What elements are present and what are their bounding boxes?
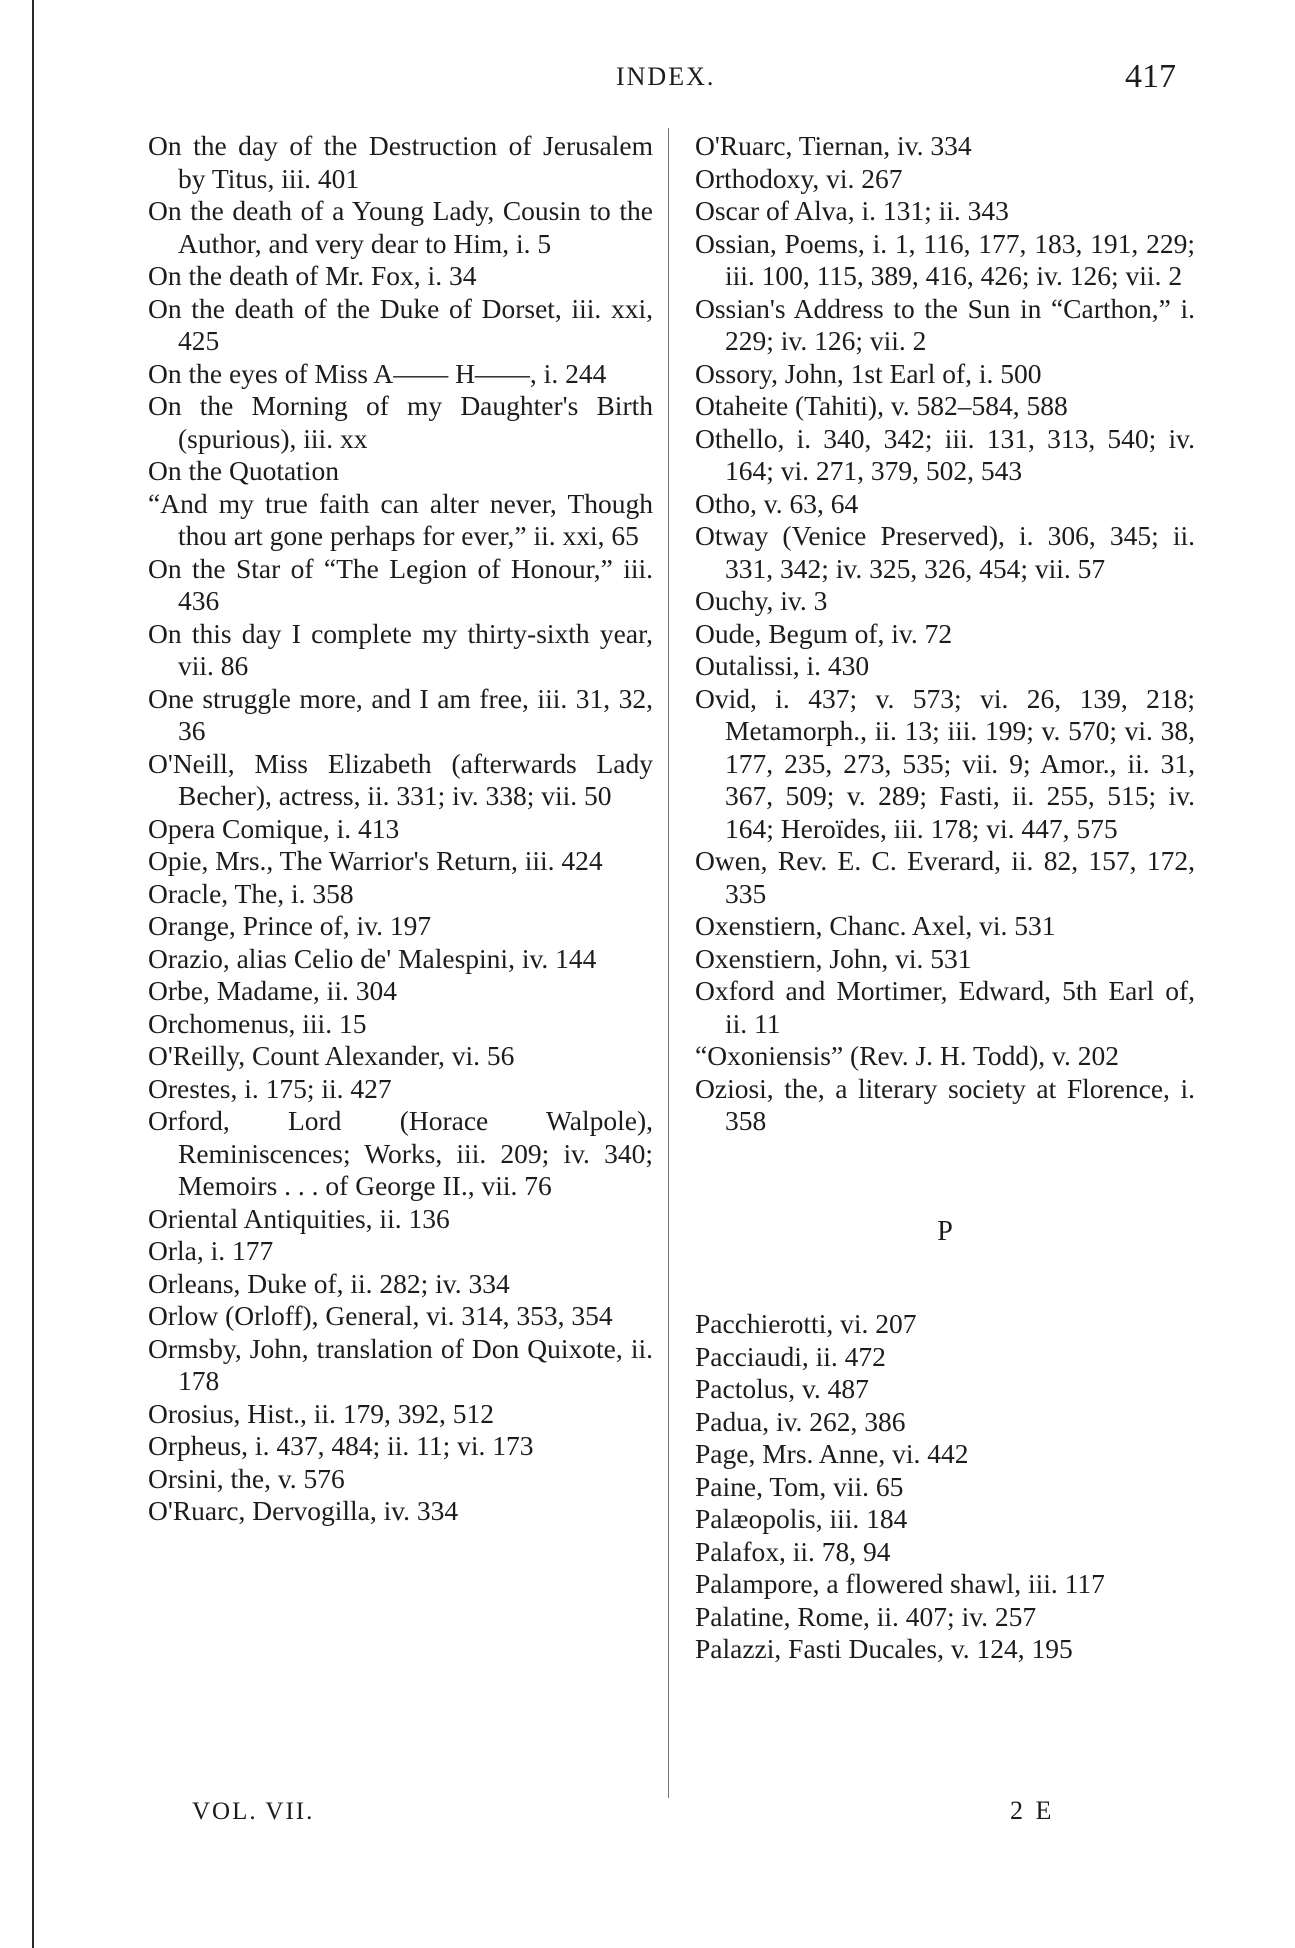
index-entry: Orleans, Duke of, ii. 282; iv. 334 <box>148 1267 510 1299</box>
index-entry: Outalissi, i. 430 <box>695 650 870 681</box>
index-entry: Page, Mrs. Anne, vi. 442 <box>695 1438 969 1469</box>
index-entry: Palazzi, Fasti Ducales, v. 124, 195 <box>695 1633 1073 1664</box>
index-entry: Palæopolis, iii. 184 <box>695 1503 908 1534</box>
index-entry: O'Neill, Miss Elizabeth (afterwards Lady Becher), actress, ii. 331; iv. 338; vii. 50 <box>148 747 653 811</box>
section-letter-heading: P <box>937 1215 953 1247</box>
index-entry: Oxenstiern, John, vi. 531 <box>695 942 972 974</box>
index-column-left <box>148 130 653 1528</box>
page-edge-line <box>32 0 34 1948</box>
index-entry: “And my true faith can alter never, Though thou art gone perhaps for ever,” ii. xxi, 65 <box>148 487 653 551</box>
page-title: INDEX. <box>616 62 716 91</box>
index-entry: On the death of the Duke of Dorset, iii. xxi, 425 <box>148 292 653 356</box>
index-entry: O'Ruarc, Dervogilla, iv. 334 <box>148 1495 459 1526</box>
index-entry: Oracle, The, i. 358 <box>148 877 354 909</box>
index-entry: Padua, iv. 262, 386 <box>695 1405 906 1437</box>
index-entry: On the Quotation <box>148 455 339 486</box>
index-entry: On the eyes of Miss A—— H——, i. 244 <box>148 357 607 389</box>
index-entry: Ormsby, John, translation of Don Quixote, ii. 178 <box>148 1332 653 1396</box>
index-entry: On the day of the Destruction of Jerusalem by Titus, iii. 401 <box>148 130 653 194</box>
index-entry: Palatine, Rome, ii. 407; iv. 257 <box>695 1600 1037 1632</box>
index-entry: Palafox, ii. 78, 94 <box>695 1535 891 1567</box>
index-entry: Ossian's Address to the Sun in “Carthon,” i. 229; iv. 126; vii. 2 <box>695 292 1195 356</box>
index-column-right <box>695 130 1195 1666</box>
index-entry: Opera Comique, i. 413 <box>148 812 400 844</box>
index-entry: Oziosi, the, a literary society at Florence, i. 358 <box>695 1072 1195 1136</box>
index-entry: Palampore, a flowered shawl, iii. 117 <box>695 1568 1105 1599</box>
index-entry: Ouchy, iv. 3 <box>695 585 828 616</box>
index-entry: Otway (Venice Preserved), i. 306, 345; ii. 331, 342; iv. 325, 326, 454; vii. 57 <box>695 520 1195 584</box>
index-entry: Ossian, Poems, i. 1, 116, 177, 183, 191, 229; iii. 100, 115, 389, 416, 426; iv. 126; vii. 2 <box>695 227 1195 291</box>
index-entry: Oriental Antiquities, ii. 136 <box>148 1202 450 1234</box>
index-entry: Orpheus, i. 437, 484; ii. 11; vi. 173 <box>148 1430 534 1461</box>
index-entry: Othello, i. 340, 342; iii. 131, 313, 540; iv. 164; vi. 271, 379, 502, 543 <box>695 422 1195 486</box>
index-entry: Orange, Prince of, iv. 197 <box>148 910 432 941</box>
index-entry: Orford, Lord (Horace Walpole), Reminiscences; Works, iii. 209; iv. 340; Memoirs . . . of George II., vii. 76 <box>148 1105 653 1201</box>
index-entry: Orthodoxy, vi. 267 <box>695 162 903 194</box>
index-entry: Opie, Mrs., The Warrior's Return, iii. 424 <box>148 845 603 876</box>
index-entry: Otaheite (Tahiti), v. 582–584, 588 <box>695 390 1068 421</box>
index-entry: On the Star of “The Legion of Honour,” iii. 436 <box>148 552 653 616</box>
index-entry: Ovid, i. 437; v. 573; vi. 26, 139, 218; Metamorph., ii. 13; iii. 199; v. 570; vi. 38, 177, 235, 273, 535; vii. 9; Amor., ii. 31, 367, 509; v. 289; Fasti, ii. 255, 515; iv. 164; Heroïdes, iii. 178; vi. 447, 575 <box>695 682 1195 844</box>
index-entry: On the death of Mr. Fox, i. 34 <box>148 260 477 291</box>
index-entry: Oxford and Mortimer, Edward, 5th Earl of, ii. 11 <box>695 975 1195 1039</box>
index-entry: Paine, Tom, vii. 65 <box>695 1470 904 1502</box>
index-entry: Oxenstiern, Chanc. Axel, vi. 531 <box>695 910 1056 941</box>
page-number: 417 <box>1125 58 1176 95</box>
running-head <box>0 58 1295 102</box>
index-entry: Orla, i. 177 <box>148 1235 274 1266</box>
index-entry: “Oxoniensis” (Rev. J. H. Todd), v. 202 <box>695 1040 1120 1071</box>
index-entry: On the Morning of my Daughter's Birth (spurious), iii. xx <box>148 390 653 454</box>
index-entry: One struggle more, and I am free, iii. 31, 32, 36 <box>148 682 653 746</box>
index-entry: On the death of a Young Lady, Cousin to the Author, and very dear to Him, i. 5 <box>148 195 653 259</box>
index-entry: Oscar of Alva, i. 131; ii. 343 <box>695 195 1009 226</box>
index-entry: Orlow (Orloff), General, vi. 314, 353, 354 <box>148 1300 613 1331</box>
index-entry: Pactolus, v. 487 <box>695 1373 869 1404</box>
index-entry: Oude, Begum of, iv. 72 <box>695 617 953 649</box>
index-entry: Orchomenus, iii. 15 <box>148 1007 367 1039</box>
index-entry: Pacciaudi, ii. 472 <box>695 1340 886 1372</box>
index-entry: Owen, Rev. E. C. Everard, ii. 82, 157, 172, 335 <box>695 845 1195 909</box>
index-entry: O'Reilly, Count Alexander, vi. 56 <box>148 1040 515 1071</box>
index-entry: Orosius, Hist., ii. 179, 392, 512 <box>148 1397 495 1429</box>
index-entry: On this day I complete my thirty-sixth year, vii. 86 <box>148 617 653 681</box>
signature-mark: 2 E <box>1010 1796 1055 1825</box>
index-entry: Pacchierotti, vi. 207 <box>695 1308 917 1339</box>
index-entry: Orazio, alias Celio de' Malespini, iv. 144 <box>148 942 597 974</box>
index-entry: O'Ruarc, Tiernan, iv. 334 <box>695 130 972 161</box>
index-entry: Orbe, Madame, ii. 304 <box>148 975 397 1006</box>
column-divider <box>668 128 669 1798</box>
volume-footer: VOL. VII. <box>192 1798 315 1825</box>
index-entry: Ossory, John, 1st Earl of, i. 500 <box>695 357 1042 389</box>
index-entry: Orsini, the, v. 576 <box>148 1462 345 1494</box>
index-entry: Orestes, i. 175; ii. 427 <box>148 1072 392 1104</box>
index-entry: Otho, v. 63, 64 <box>695 487 859 519</box>
